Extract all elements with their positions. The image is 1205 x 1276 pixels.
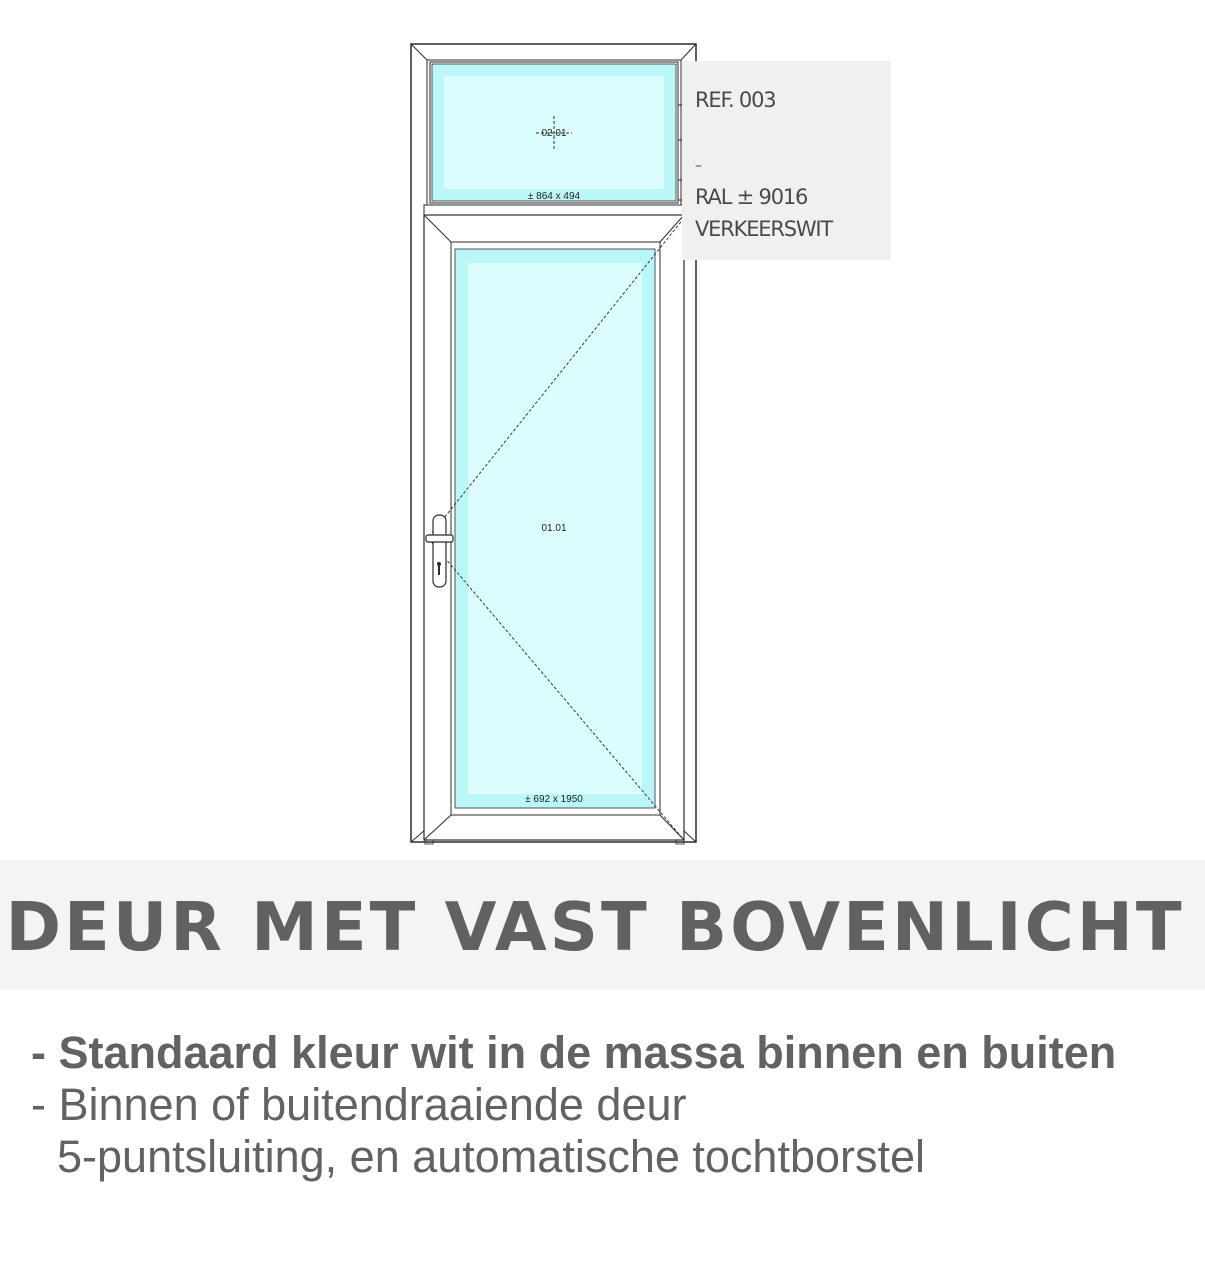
feature-list [31,1027,1201,1183]
transom-bar [424,205,684,215]
door-dimensions: ± 692 x 1950 [525,794,583,805]
feature-item: 5-puntsluiting, en automatische tochtborstel [57,1131,926,1182]
ref-label: REF. 003 [695,88,776,112]
transom-dimensions: ± 864 x 494 [527,191,581,202]
feature-item: - Standaard kleur wit in de massa binnen en buiten [31,1027,1117,1078]
transom-code: 02.01 [541,128,567,139]
color-name-label: VERKEERSWIT [695,217,833,241]
door-sash [424,215,684,840]
transom-window [430,62,678,203]
title-banner [0,860,1205,990]
ral-label: RAL ± 9016 [695,185,808,209]
feature-item: - Binnen of buitendraaiende deur [31,1079,687,1130]
info-box [682,61,891,260]
product-title: DEUR MET VAST BOVENLICHT [5,888,1185,966]
info-dash: – [695,158,701,174]
door-code: 01.01 [541,523,567,534]
